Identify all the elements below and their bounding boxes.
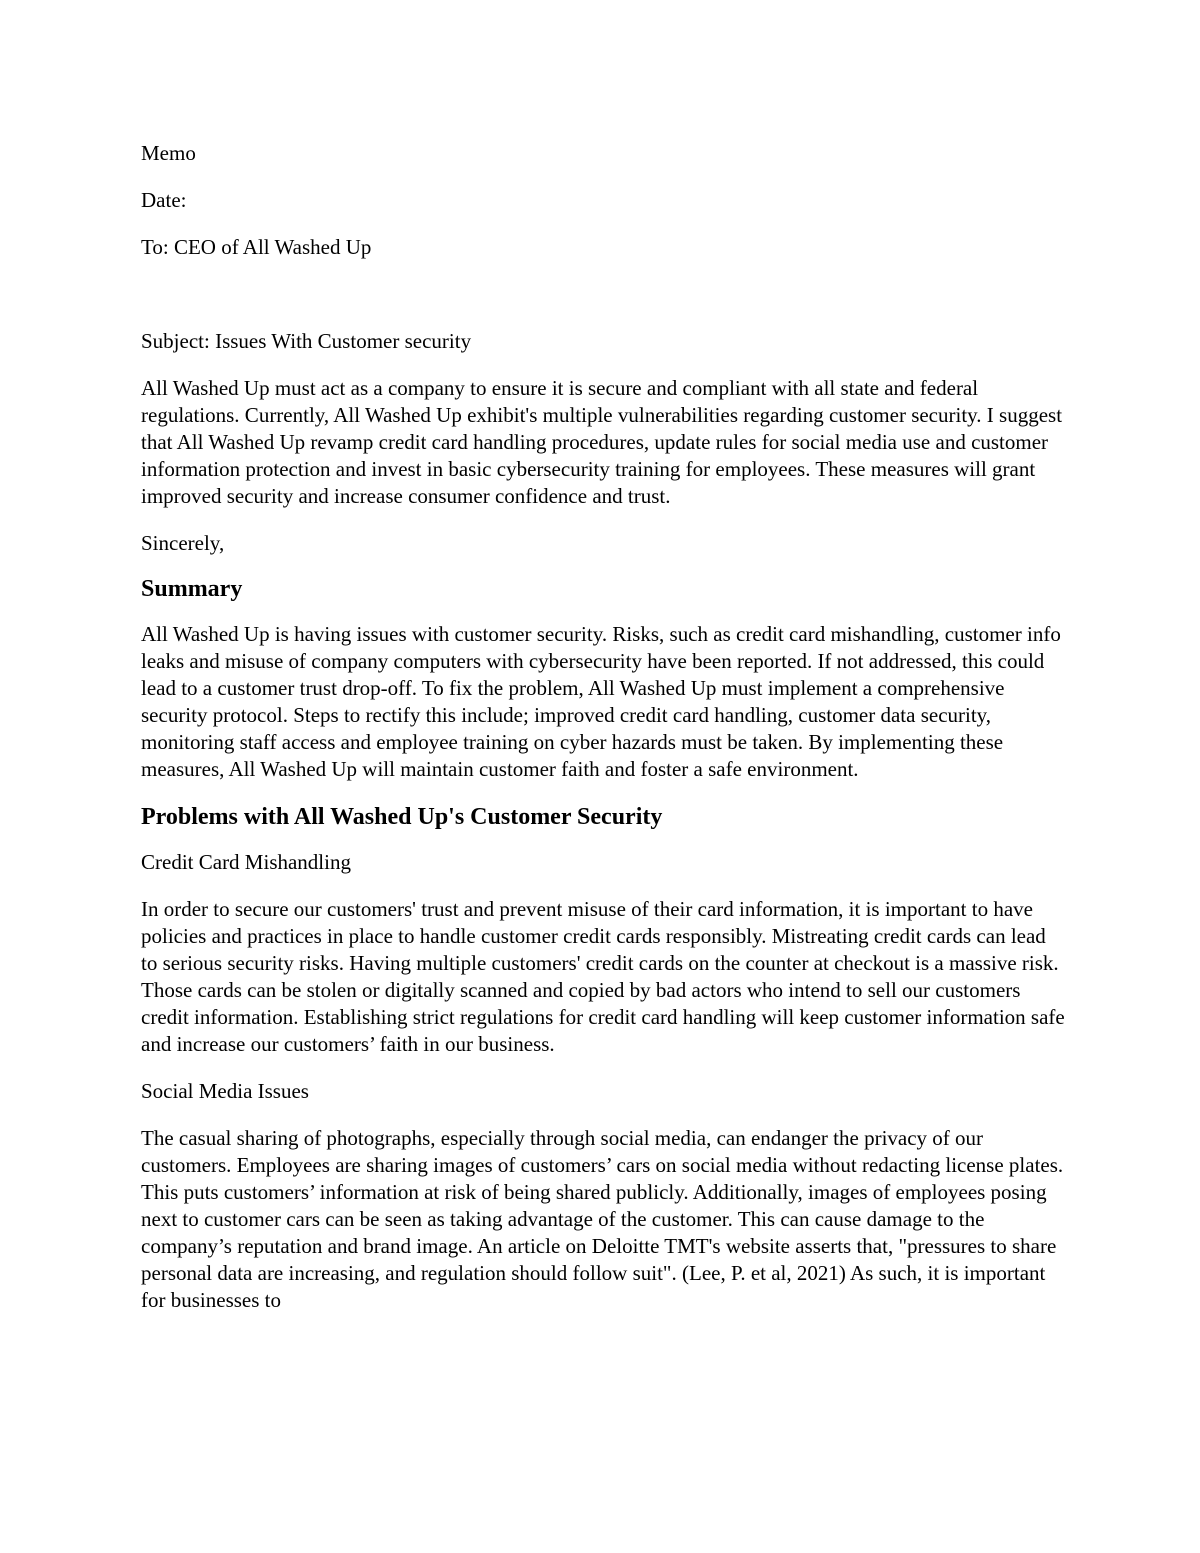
memo-date: Date: — [141, 188, 187, 212]
credit-card-body: In order to secure our customers' trust and prevent misuse of their card information, it is important to have policies and practices in place to handle customer credit cards responsibly. Mistreating credit cards can lead to serious security risks. Having multiple customers' credit cards on the counter at checkout is a massive risk. Those cards can be stolen or digitally scanned and copied by bad actors who intend to sell our customers credit information. Establishing strict regulations for credit card handling will keep customer information safe and increase our customers’ faith in our business. — [141, 897, 1065, 1056]
memo-label: Memo — [141, 141, 196, 165]
problems-heading: Problems with All Washed Up's Customer Security — [141, 804, 663, 830]
credit-card-subheading: Credit Card Mishandling — [141, 850, 351, 874]
memo-closing: Sincerely, — [141, 531, 225, 555]
document-body — [141, 140, 1066, 1314]
memo-to: To: CEO of All Washed Up — [141, 235, 372, 259]
social-media-body: The casual sharing of photographs, especially through social media, can endanger the privacy of our customers. Employees are sharing images of customers’ cars on social media without redacting license plates. This puts customers’ information at risk of being shared publicly. Additionally, images of employees posing next to customer cars can be seen as taking advantage of the customer. This can cause damage to the company’s reputation and brand image. An article on Deloitte TMT's website asserts that, "pressures to share personal data are increasing, and regulation should follow suit". (Lee, P. et al, 2021) As such, it is important for businesses to — [141, 1126, 1064, 1312]
summary-body: All Washed Up is having issues with customer security. Risks, such as credit card mishandling, customer info leaks and misuse of company computers with cybersecurity have been reported. If not addressed, this could lead to a customer trust drop-off. To fix the problem, All Washed Up must implement a comprehensive security protocol. Steps to rectify this include; improved credit card handling, customer data security, monitoring staff access and employee training on cyber hazards must be taken. By implementing these measures, All Washed Up will maintain customer faith and foster a safe environment. — [141, 622, 1061, 781]
summary-heading: Summary — [141, 576, 243, 602]
social-media-subheading: Social Media Issues — [141, 1079, 309, 1103]
memo-intro: All Washed Up must act as a company to ensure it is secure and compliant with all state and federal regulations. Currently, All Washed Up exhibit's multiple vulnerabilities regarding customer security. I suggest that All Washed Up revamp credit card handling procedures, update rules for social media use and customer information protection and invest in basic cybersecurity training for employees. These measures will grant improved security and increase consumer confidence and trust. — [141, 376, 1063, 508]
memo-subject: Subject: Issues With Customer security — [141, 329, 472, 353]
